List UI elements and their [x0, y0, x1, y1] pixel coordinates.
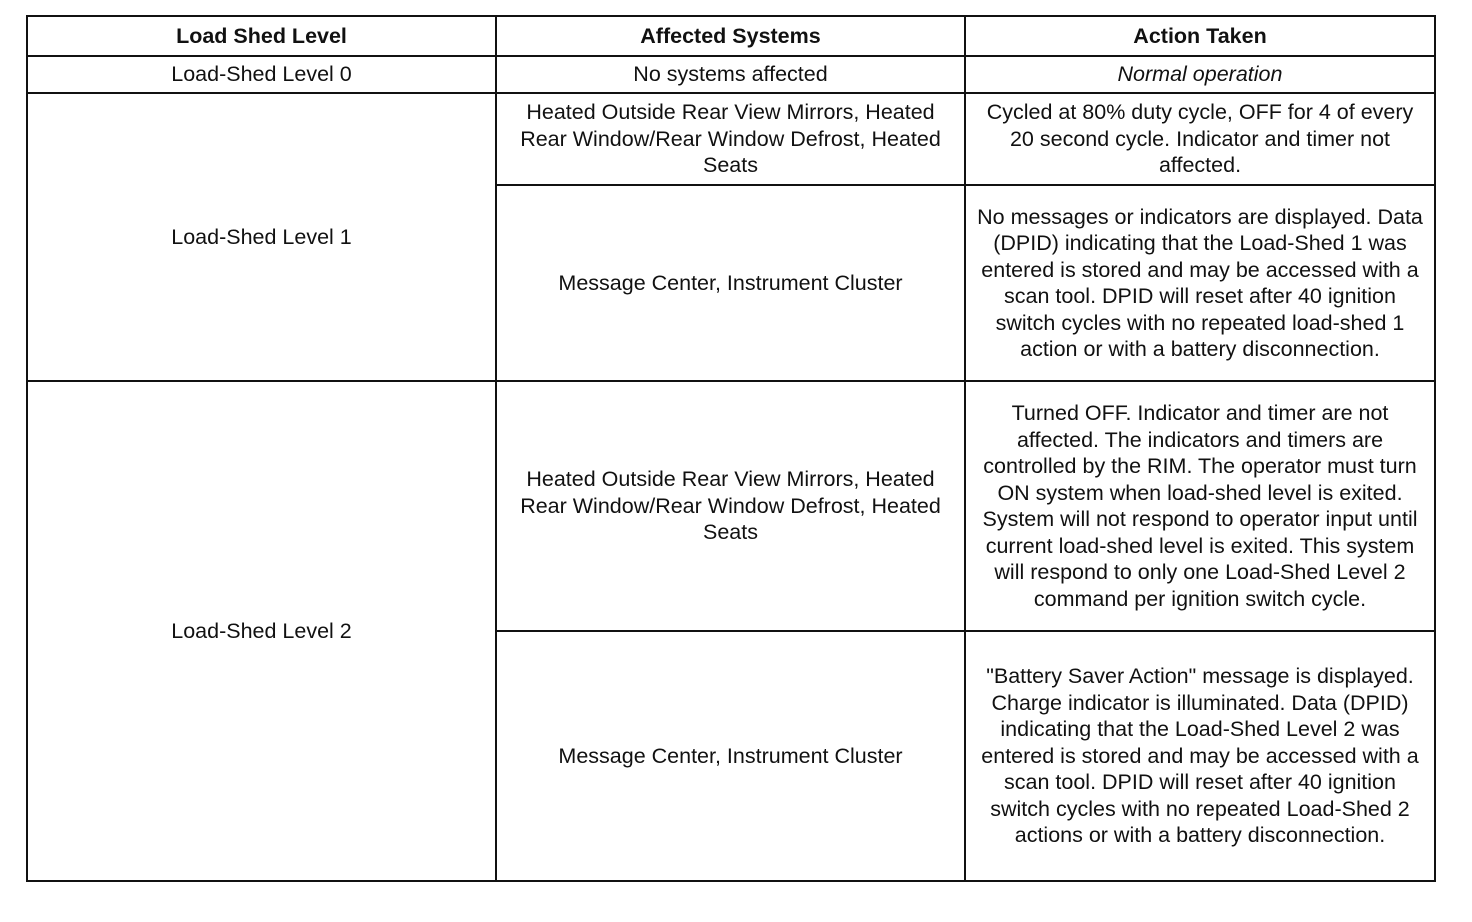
- header-row: [27, 16, 1435, 56]
- header-affected-systems: Affected Systems: [496, 16, 965, 56]
- level-cell: Load-Shed Level 1: [27, 93, 496, 381]
- systems-cell: Heated Outside Rear View Mirrors, Heated Rear Window/Rear Window Defrost, Heated Seats: [496, 381, 965, 631]
- table-row: [27, 93, 1435, 185]
- systems-cell: Message Center, Instrument Cluster: [496, 631, 965, 881]
- action-cell: Normal operation: [965, 56, 1435, 93]
- action-cell: Turned OFF. Indicator and timer are not affected. The indicators and timers are controlled by the RIM. The operator must turn ON system when load-shed level is exited. System will not respond to operator input until current load-shed level is exited. This system will respond to only one Load-Shed Level 2 command per ignition switch cycle.: [965, 381, 1435, 631]
- systems-cell: Message Center, Instrument Cluster: [496, 185, 965, 381]
- action-cell: "Battery Saver Action" message is displayed. Charge indicator is illuminated. Data (DPID) indicating that the Load-Shed Level 2 was entered is stored and may be accessed with a scan tool. DPID will reset after 40 ignition switch cycles with no repeated Load-Shed 2 actions or with a battery disconnection.: [965, 631, 1435, 881]
- level-cell: Load-Shed Level 2: [27, 381, 496, 881]
- systems-cell: No systems affected: [496, 56, 965, 93]
- header-action-taken: Action Taken: [965, 16, 1435, 56]
- load-shed-table: [26, 15, 1436, 882]
- header-load-shed-level: Load Shed Level: [27, 16, 496, 56]
- table-row: [27, 56, 1435, 93]
- action-cell: No messages or indicators are displayed. Data (DPID) indicating that the Load-Shed 1 was entered is stored and may be accessed with a scan tool. DPID will reset after 40 ignition switch cycles with no repeated load-shed 1 action or with a battery disconnection.: [965, 185, 1435, 381]
- level-cell: Load-Shed Level 0: [27, 56, 496, 93]
- systems-cell: Heated Outside Rear View Mirrors, Heated Rear Window/Rear Window Defrost, Heated Seats: [496, 93, 965, 185]
- table-row: [27, 381, 1435, 631]
- action-cell: Cycled at 80% duty cycle, OFF for 4 of every 20 second cycle. Indicator and timer not affected.: [965, 93, 1435, 185]
